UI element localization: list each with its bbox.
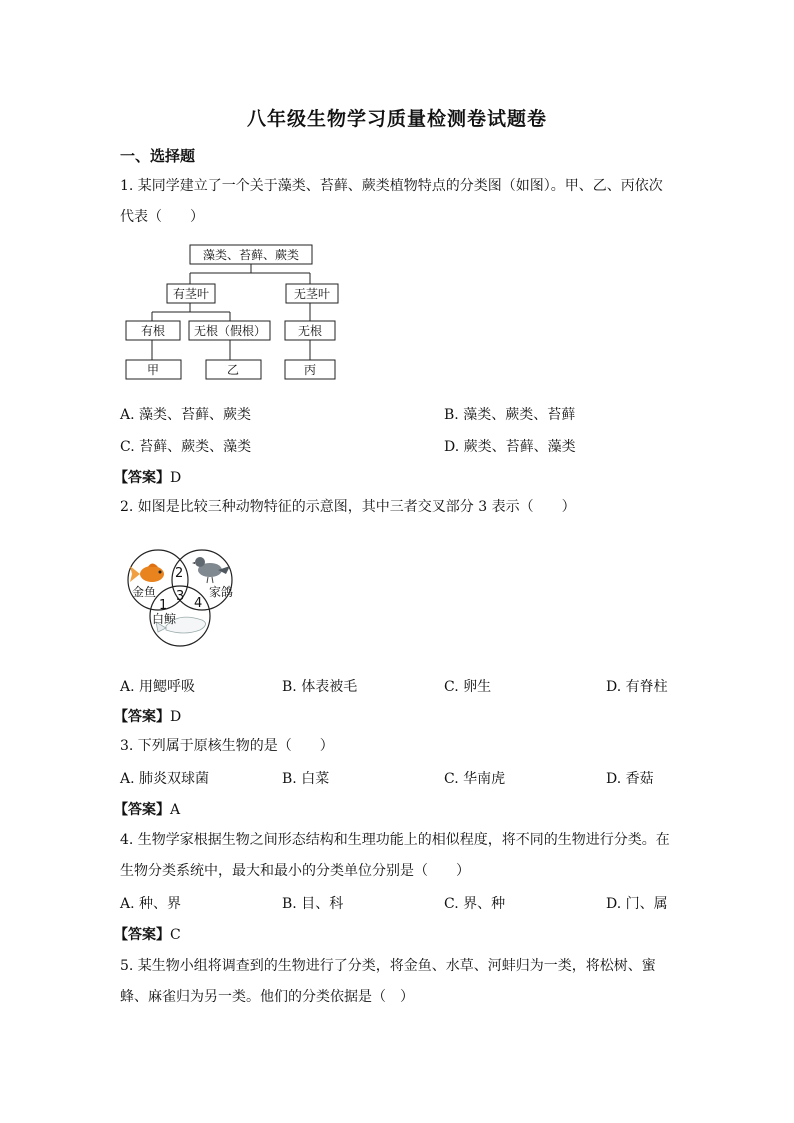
q1-text-line2: 代表（ ） xyxy=(120,209,204,225)
q1-answer-label: 【答案】 xyxy=(114,470,170,486)
q2-option-c: C. 卵生 xyxy=(444,679,492,695)
q4-option-c: C. 界、种 xyxy=(444,896,506,912)
q2-answer-value: D xyxy=(170,709,182,725)
diagram-root-label: 藻类、苔藓、蕨类 xyxy=(202,248,300,262)
q4-answer-label: 【答案】 xyxy=(114,927,170,943)
diagram-a-label: 甲 xyxy=(146,363,160,377)
q4-option-b: B. 目、科 xyxy=(282,896,344,912)
q1-answer-value: D xyxy=(170,470,182,486)
q1-text-line1: 1. 某同学建立了一个关于藻类、苔藓、蕨类植物特点的分类图（如图）。甲、乙、丙依次 xyxy=(120,178,663,194)
q5-text-line2: 蜂、麻雀归为另一类。他们的分类依据是（ ） xyxy=(120,989,414,1005)
q3-answer-label: 【答案】 xyxy=(114,802,170,818)
q3-option-a: A. 肺炎双球菌 xyxy=(120,771,210,787)
diagram-b-label: 乙 xyxy=(226,363,240,377)
q2-answer-label: 【答案】 xyxy=(114,709,170,725)
q5-text-line1: 5. 某生物小组将调查到的生物进行了分类，将金鱼、水草、河蚌归为一类，将松树、蜜 xyxy=(120,958,656,974)
pigeon-image xyxy=(192,557,230,583)
diagram-rr-label: 无根 xyxy=(297,324,323,338)
q1-option-c: C. 苔藓、蕨类、藻类 xyxy=(120,439,252,455)
venn-number-3: 3 xyxy=(176,589,185,604)
q1-option-d: D. 蕨类、苔藓、藻类 xyxy=(444,439,576,455)
goldfish-image xyxy=(130,564,164,583)
q4-text-line2: 生物分类系统中，最大和最小的分类单位分别是（ ） xyxy=(120,863,470,879)
venn-label-pigeon: 家鸽 xyxy=(209,585,234,599)
q4-option-d: D. 门、属 xyxy=(606,896,668,912)
q3-answer-value: A xyxy=(170,802,181,818)
diagram-right-label: 无茎叶 xyxy=(293,287,331,301)
q3-answer xyxy=(114,799,180,819)
page-title: 八年级生物学习质量检测卷试题卷 xyxy=(246,108,547,130)
q3-option-b: B. 白菜 xyxy=(282,771,330,787)
q3-option-c: C. 华南虎 xyxy=(444,771,506,787)
venn-number-4: 4 xyxy=(194,596,203,611)
diagram-ll-label: 有根 xyxy=(140,324,166,338)
diagram-left-label: 有茎叶 xyxy=(172,287,210,301)
q2-option-a: A. 用鳃呼吸 xyxy=(120,679,196,695)
q3-option-d: D. 香菇 xyxy=(606,771,654,787)
diagram-lr-label: 无根（假根） xyxy=(193,324,267,338)
q2-option-d: D. 有脊柱 xyxy=(606,679,668,695)
q3-text-line1: 3. 下列属于原核生物的是（ ） xyxy=(120,738,334,754)
venn-number-2: 2 xyxy=(175,566,184,581)
q1-option-b: B. 藻类、蕨类、苔藓 xyxy=(444,407,576,423)
q4-option-a: A. 种、界 xyxy=(120,896,182,912)
venn-number-1: 1 xyxy=(159,598,168,613)
q4-answer-value: C xyxy=(170,927,181,943)
venn-label-goldfish: 金鱼 xyxy=(132,585,157,599)
section-heading: 一、选择题 xyxy=(120,147,196,165)
q2-answer xyxy=(114,706,181,726)
q4-answer xyxy=(114,924,181,944)
venn-label-whale: 白鲸 xyxy=(152,612,177,626)
q4-text-line1: 4. 生物学家根据生物之间形态结构和生理功能上的相似程度，将不同的生物进行分类。在 xyxy=(120,832,670,848)
q1-option-a: A. 藻类、苔藓、蕨类 xyxy=(120,407,252,423)
diagram-c-label: 丙 xyxy=(303,363,317,377)
classification-diagram xyxy=(120,240,350,385)
q1-answer xyxy=(114,467,181,487)
q2-text-line1: 2. 如图是比较三种动物特征的示意图，其中三者交叉部分 3 表示（ ） xyxy=(120,499,576,515)
q2-option-b: B. 体表被毛 xyxy=(282,679,358,695)
venn-diagram xyxy=(122,540,244,655)
